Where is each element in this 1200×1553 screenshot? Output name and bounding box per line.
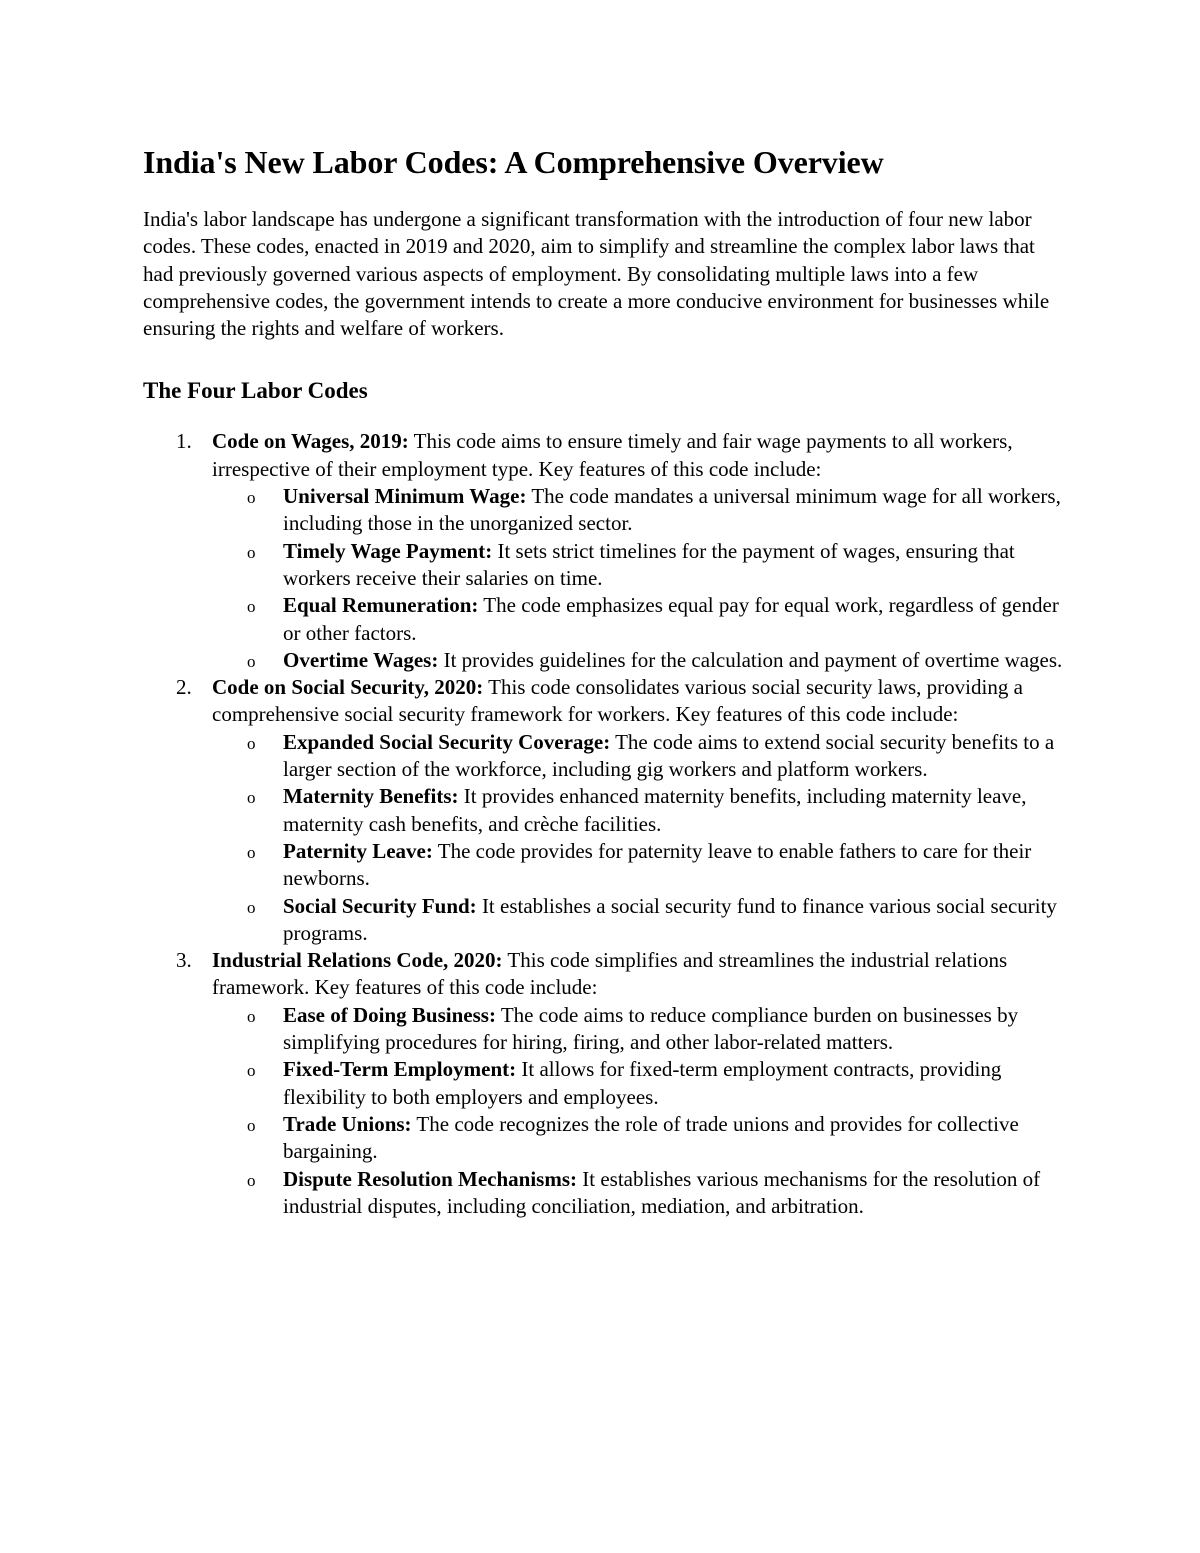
feature-label: Timely Wage Payment: [283,538,493,563]
bullet-icon: o [247,1061,256,1081]
bullet-icon: o [247,1006,256,1026]
feature-text: It provides guidelines for the calculation and payment of overtime wages. [438,647,1063,672]
page-title: India's New Labor Codes: A Comprehensive Overview [143,144,884,180]
feature-text: It sets strict timelines for the payment of wages, ensuring that workers receive their salaries on time. [283,538,1015,590]
feature-text: It provides enhanced maternity benefits, including maternity leave, maternity cash benefits, and crèche facilities. [283,784,1027,836]
feature-label: Equal Remuneration: [283,593,479,618]
feature-item [143,538,1063,593]
feature-label: Ease of Doing Business: [283,1002,496,1027]
list-item [143,674,1063,947]
feature-item [143,783,1063,838]
bullet-icon: o [247,842,256,862]
feature-text: The code mandates a universal minimum wage for all workers, including those in the unorganized sector. [283,484,1061,536]
feature-item [143,838,1063,893]
labor-codes-list [143,428,1063,1220]
feature-text: The code emphasizes equal pay for equal work, regardless of gender or other factors. [283,593,1059,645]
bullet-icon: o [247,897,256,917]
feature-item [143,893,1063,948]
code-description: This code simplifies and streamlines the industrial relations framework. Key features of this code include: [212,948,1008,1000]
code-name: Code on Social Security, 2020: [212,675,484,700]
code-name: Code on Wages, 2019: [212,429,409,454]
code-description: This code aims to ensure timely and fair wage payments to all workers, irrespective of their employment type. Key features of this code include: [212,429,1013,481]
feature-text: The code aims to extend social security benefits to a larger section of the workforce, including gig workers and platform workers. [283,729,1055,782]
feature-label: Overtime Wages: [283,647,439,672]
feature-item [143,483,1063,538]
bullet-icon: o [247,488,256,508]
feature-text: The code aims to reduce compliance burden on businesses by simplifying procedures for hiring, firing, and other labor-related matters. [283,1002,1019,1055]
feature-item [143,592,1063,647]
feature-list [212,1002,1063,1220]
list-item [143,947,1063,1220]
feature-label: Dispute Resolution Mechanisms: [283,1166,578,1191]
feature-label: Paternity Leave: [283,838,433,863]
bullet-icon: o [247,788,256,808]
section-heading: The Four Labor Codes [143,378,368,404]
feature-item [143,647,1063,674]
feature-label: Social Security Fund: [283,893,477,918]
feature-list [212,483,1063,674]
list-item [143,428,1063,674]
code-description: This code consolidates various social security laws, providing a comprehensive social security framework for workers. Key features of this code include: [212,675,1023,727]
bullet-icon: o [247,1115,256,1135]
bullet-icon: o [247,733,256,753]
feature-label: Maternity Benefits: [283,784,459,809]
feature-text: It establishes a social security fund to finance various social security programs. [283,893,1057,945]
bullet-icon: o [247,1170,256,1190]
list-number: 3. [176,948,192,973]
feature-label: Fixed-Term Employment: [283,1057,517,1082]
list-number: 2. [176,675,192,700]
list-number: 1. [176,429,192,454]
document-page [143,140,1063,1220]
feature-text: It establishes various mechanisms for the resolution of industrial disputes, including conciliation, mediation, and arbitration. [283,1166,1041,1218]
feature-label: Universal Minimum Wage: [283,484,527,509]
bullet-icon: o [247,542,256,562]
bullet-icon: o [247,651,256,671]
code-name: Industrial Relations Code, 2020: [212,948,503,973]
feature-item [143,1111,1063,1166]
intro-paragraph: India's labor landscape has undergone a significant transformation with the introduction of four new labor codes. These codes, enacted in 2019 and 2020, aim to simplify and streamline the complex labor laws that had previously governed various aspects of employment. By consolidating multiple laws into a few comprehensive codes, the government intends to create a more conducive environment for businesses while ensuring the rights and welfare of workers. [143,207,1050,341]
bullet-icon: o [247,597,256,617]
feature-item [143,1002,1063,1057]
feature-item [143,1056,1063,1111]
feature-text: The code recognizes the role of trade unions and provides for collective bargaining. [283,1111,1019,1164]
feature-item [143,1166,1063,1221]
feature-label: Expanded Social Security Coverage: [283,729,611,754]
feature-text: It allows for fixed-term employment contracts, providing flexibility to both employers and employees. [283,1057,1002,1109]
feature-text: The code provides for paternity leave to enable fathers to care for their newborns. [283,838,1032,891]
feature-label: Trade Unions: [283,1111,412,1136]
feature-item [143,729,1063,784]
feature-list [212,729,1063,947]
